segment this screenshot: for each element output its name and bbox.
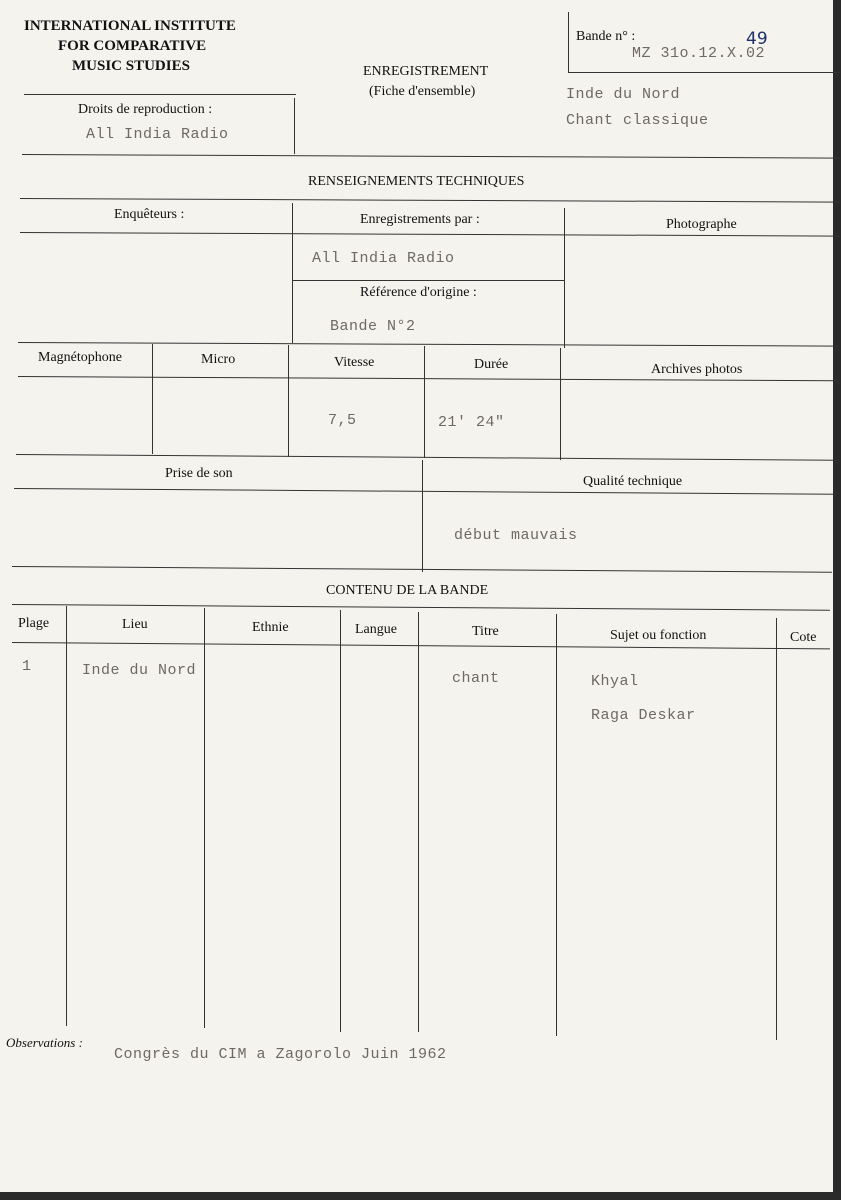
droits-value: All India Radio: [86, 126, 229, 143]
prise-label: Prise de son: [165, 466, 233, 481]
col-sujet: Sujet ou fonction: [610, 628, 707, 643]
enqueteurs-label: Enquêteurs :: [114, 207, 185, 222]
micro-label: Micro: [201, 352, 236, 367]
contenu-heading: CONTENU DE LA BANDE: [326, 583, 489, 598]
col-langue: Langue: [355, 622, 397, 637]
col-cote: Cote: [790, 630, 817, 645]
row-sujet-1: Khyal: [591, 673, 639, 690]
reference-label: Référence d'origine :: [360, 285, 477, 300]
col-plage: Plage: [18, 616, 50, 631]
magnetophone-label: Magnétophone: [38, 350, 122, 365]
photographe-label: Photographe: [666, 217, 737, 232]
droits-label: Droits de reproduction :: [78, 102, 213, 117]
archives-label: Archives photos: [651, 362, 743, 377]
row-plage: 1: [22, 658, 32, 675]
genre: Chant classique: [566, 112, 709, 129]
duree-label: Durée: [474, 357, 509, 372]
qualite-label: Qualité technique: [583, 474, 683, 489]
bande-number: MZ 31o.12.X.02: [632, 45, 766, 62]
institute-line-1: INTERNATIONAL INSTITUTE: [24, 18, 236, 34]
institute-line-2: FOR COMPARATIVE: [58, 38, 207, 54]
col-ethnie: Ethnie: [252, 620, 289, 635]
bande-handwritten-number: 49: [746, 29, 768, 49]
bande-label: Bande n° :: [576, 29, 636, 44]
row-titre: chant: [452, 670, 500, 687]
form-title: ENREGISTREMENT: [363, 64, 489, 79]
vitesse-label: Vitesse: [334, 355, 375, 370]
vitesse-value: 7,5: [328, 412, 357, 429]
tech-heading: RENSEIGNEMENTS TECHNIQUES: [308, 174, 525, 189]
observations-label: Observations :: [6, 1035, 83, 1050]
enregistrements-value: All India Radio: [312, 250, 455, 267]
region: Inde du Nord: [566, 86, 681, 103]
enregistrements-label: Enregistrements par :: [360, 212, 480, 227]
row-sujet-2: Raga Deskar: [591, 707, 696, 724]
qualite-value: début mauvais: [454, 527, 578, 544]
duree-value: 21' 24": [438, 414, 505, 431]
reference-value: Bande N°2: [330, 318, 416, 335]
row-lieu: Inde du Nord: [82, 662, 197, 679]
form-subtitle: (Fiche d'ensemble): [369, 84, 476, 99]
col-lieu: Lieu: [122, 617, 148, 632]
institute-line-3: MUSIC STUDIES: [72, 58, 190, 74]
observations-value: Congrès du CIM a Zagorolo Juin 1962: [114, 1046, 447, 1063]
col-titre: Titre: [472, 624, 499, 639]
